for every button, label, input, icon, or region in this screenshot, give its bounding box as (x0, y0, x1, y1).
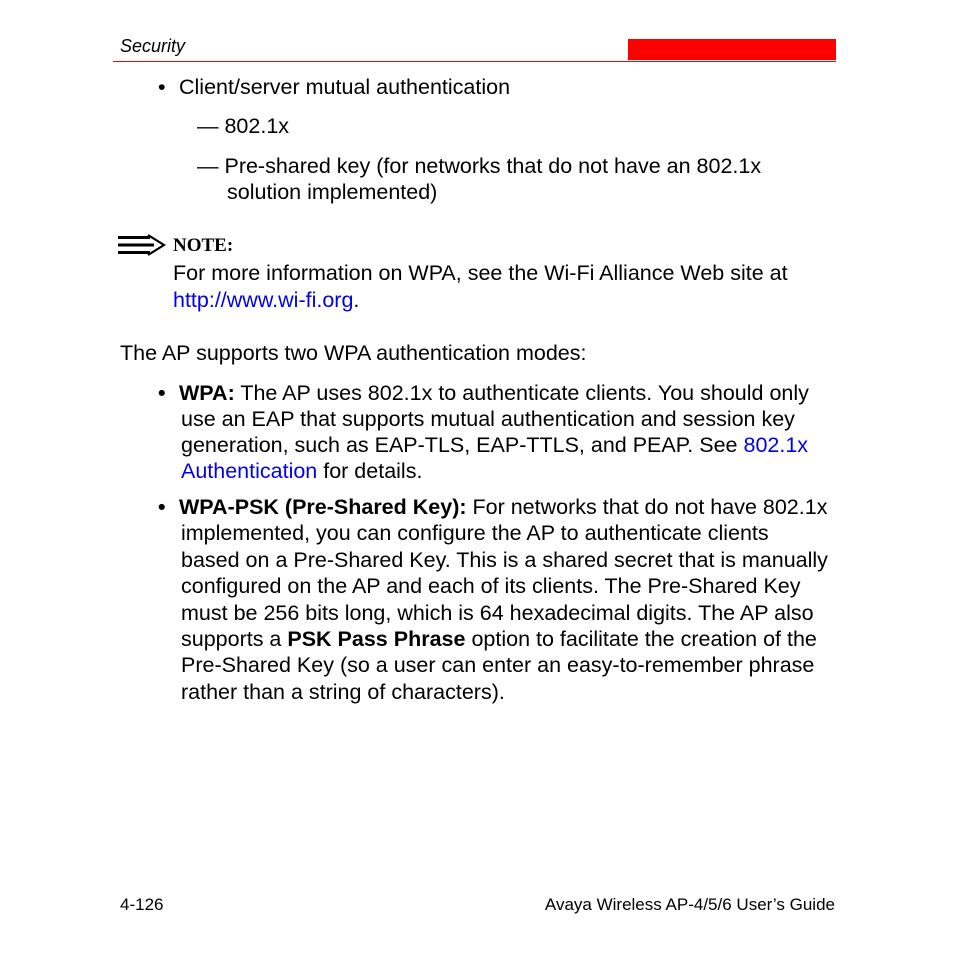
guide-title: Avaya Wireless AP-4/5/6 User’s Guide (544, 895, 835, 914)
wpa-text: for details. (317, 459, 423, 483)
psk-line: rather than a string of characters). (181, 680, 505, 704)
list-item: Client/server mutual authentication (179, 75, 511, 99)
psk-line: configured on the AP and each of its clients. The Pre-Shared Key (181, 574, 801, 598)
sub-item-continued: solution implemented) (227, 180, 438, 204)
psk-line: must be 256 bits long, which is 64 hexadecimal digits. The AP also (181, 601, 814, 625)
psk-line: implemented, you can configure the AP to authenticate clients (181, 521, 769, 545)
link-suffix: . (353, 288, 360, 312)
psk-text: supports a (181, 627, 288, 651)
wpa-text: generation, such as EAP-TLS, EAP-TTLS, and PEAP. See (181, 433, 744, 457)
list-bullet: • (158, 75, 166, 99)
intro-paragraph: The AP supports two WPA authentication modes: (120, 341, 587, 365)
wpa-term: WPA: (179, 381, 235, 405)
header-rule (113, 61, 836, 62)
page-number: 4-126 (120, 895, 164, 914)
sub-item: — Pre-shared key (for networks that do not have an 802.1x (197, 154, 762, 178)
note-text: For more information on WPA, see the Wi-Fi Alliance Web site at (173, 261, 788, 285)
wpa-line (181, 458, 422, 485)
list-bullet: • (158, 495, 166, 519)
psk-pass-phrase-term: PSK Pass Phrase (287, 627, 466, 651)
psk-line (179, 494, 827, 521)
psk-term: WPA-PSK (Pre-Shared Key): (179, 495, 467, 519)
note-label: NOTE: (173, 235, 234, 256)
header-accent-bar (628, 39, 836, 60)
list-bullet: • (158, 381, 166, 405)
psk-text: For networks that do not have 802.1x (466, 495, 828, 519)
wpa-line: use an EAP that supports mutual authentication and session key (181, 407, 795, 431)
psk-text: option to facilitate the creation of the (465, 627, 817, 651)
section-title: Security (120, 36, 186, 56)
wifi-alliance-link[interactable]: http://www.wi-fi.org (173, 288, 354, 312)
wpa-line (179, 380, 809, 407)
psk-line (181, 626, 817, 653)
sub-item: — 802.1x (197, 114, 290, 138)
note-pointer-icon (118, 234, 166, 256)
psk-line: Pre-Shared Key (so a user can enter an easy-to-remember phrase (181, 653, 815, 677)
wpa-line (181, 432, 808, 459)
auth-link-part1[interactable]: 802.1x (743, 433, 809, 457)
wpa-text: The AP uses 802.1x to authenticate clients. You should only (234, 381, 809, 405)
psk-line: based on a Pre-Shared Key. This is a shared secret that is manually (181, 548, 828, 572)
note-link-line (173, 287, 359, 314)
auth-link-part2[interactable]: Authentication (181, 459, 318, 483)
